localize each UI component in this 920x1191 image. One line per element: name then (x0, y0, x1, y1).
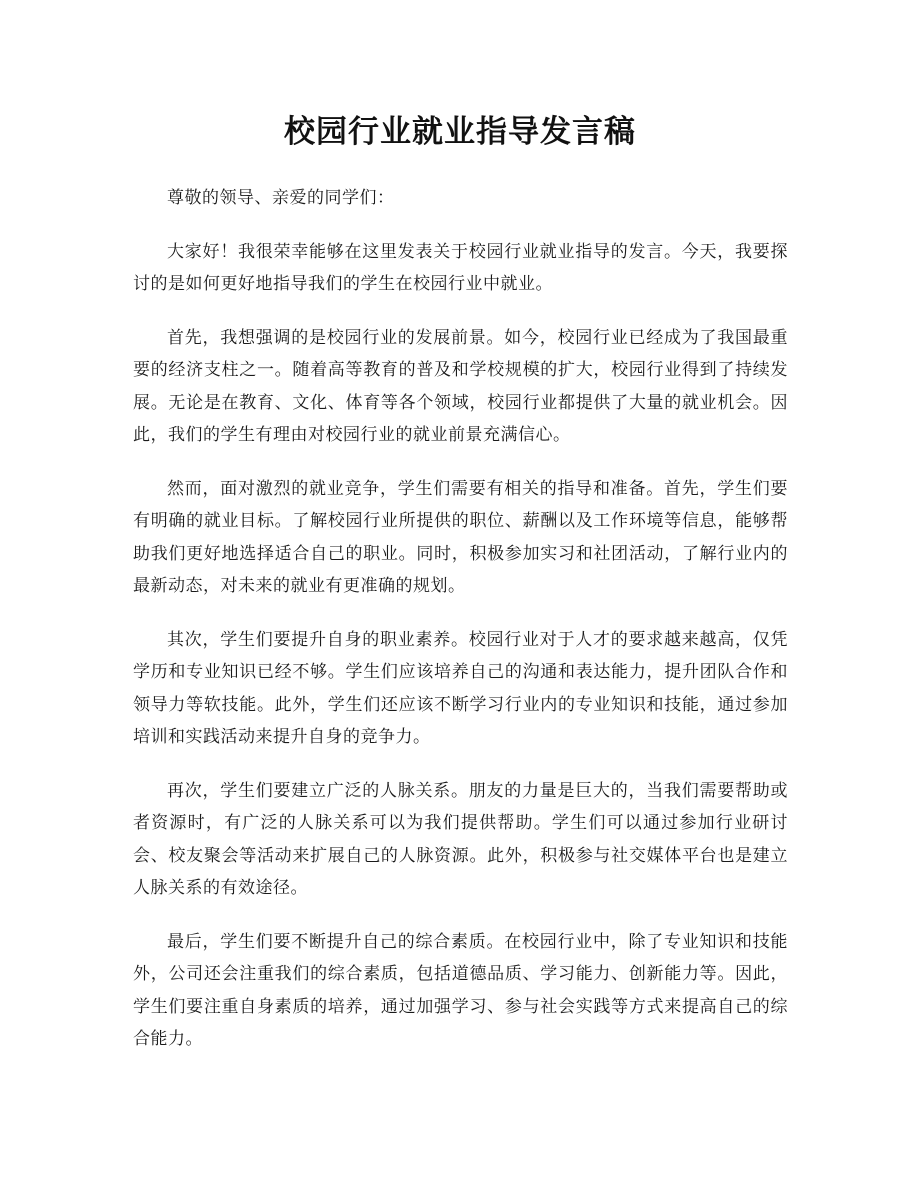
document-body (133, 182, 788, 1077)
body-paragraph: 其次，学生们要提升自身的职业素养。校园行业对于人才的要求越来越高，仅凭学历和专业知识已经不够。学生们应该培养自己的沟通和表达能力，提升团队合作和领导力等软技能。此外，学生们还应该不断学习行业内的专业知识和技能，通过参加培训和实践活动来提升自身的竞争力。 (133, 629, 788, 747)
document-title: 校园行业就业指导发言稿 (284, 114, 636, 150)
body-paragraph: 首先，我想强调的是校园行业的发展前景。如今，校园行业已经成为了我国最重要的经济支柱之一。随着高等教育的普及和学校规模的扩大，校园行业得到了持续发展。无论是在教育、文化、体育等各个领域，校园行业都提供了大量的就业机会。因此，我们的学生有理由对校园行业的就业前景充满信心。 (133, 327, 788, 445)
body-paragraph: 再次，学生们要建立广泛的人脉关系。朋友的力量是巨大的，当我们需要帮助或者资源时，有广泛的人脉关系可以为我们提供帮助。学生们可以通过参加行业研讨会、校友聚会等活动来扩展自己的人脉资源。此外，积极参与社交媒体平台也是建立人脉关系的有效途径。 (133, 780, 788, 898)
body-paragraph: 然而，面对激烈的就业竞争，学生们需要有相关的指导和准备。首先，学生们要有明确的就业目标。了解校园行业所提供的职位、薪酬以及工作环境等信息，能够帮助我们更好地选择适合自己的职业。同时，积极参加实习和社团活动，了解行业内的最新动态，对未来的就业有更准确的规划。 (133, 478, 788, 596)
body-paragraph: 大家好！我很荣幸能够在这里发表关于校园行业就业指导的发言。今天，我要探讨的是如何更好地指导我们的学生在校园行业中就业。 (133, 241, 788, 294)
salutation-paragraph: 尊敬的领导、亲爱的同学们： (167, 188, 395, 208)
body-paragraph: 最后，学生们要不断提升自己的综合素质。在校园行业中，除了专业知识和技能外，公司还会注重我们的综合素质，包括道德品质、学习能力、创新能力等。因此，学生们要注重自身素质的培养，通过加强学习、参与社会实践等方式来提高自己的综合能力。 (133, 931, 788, 1049)
